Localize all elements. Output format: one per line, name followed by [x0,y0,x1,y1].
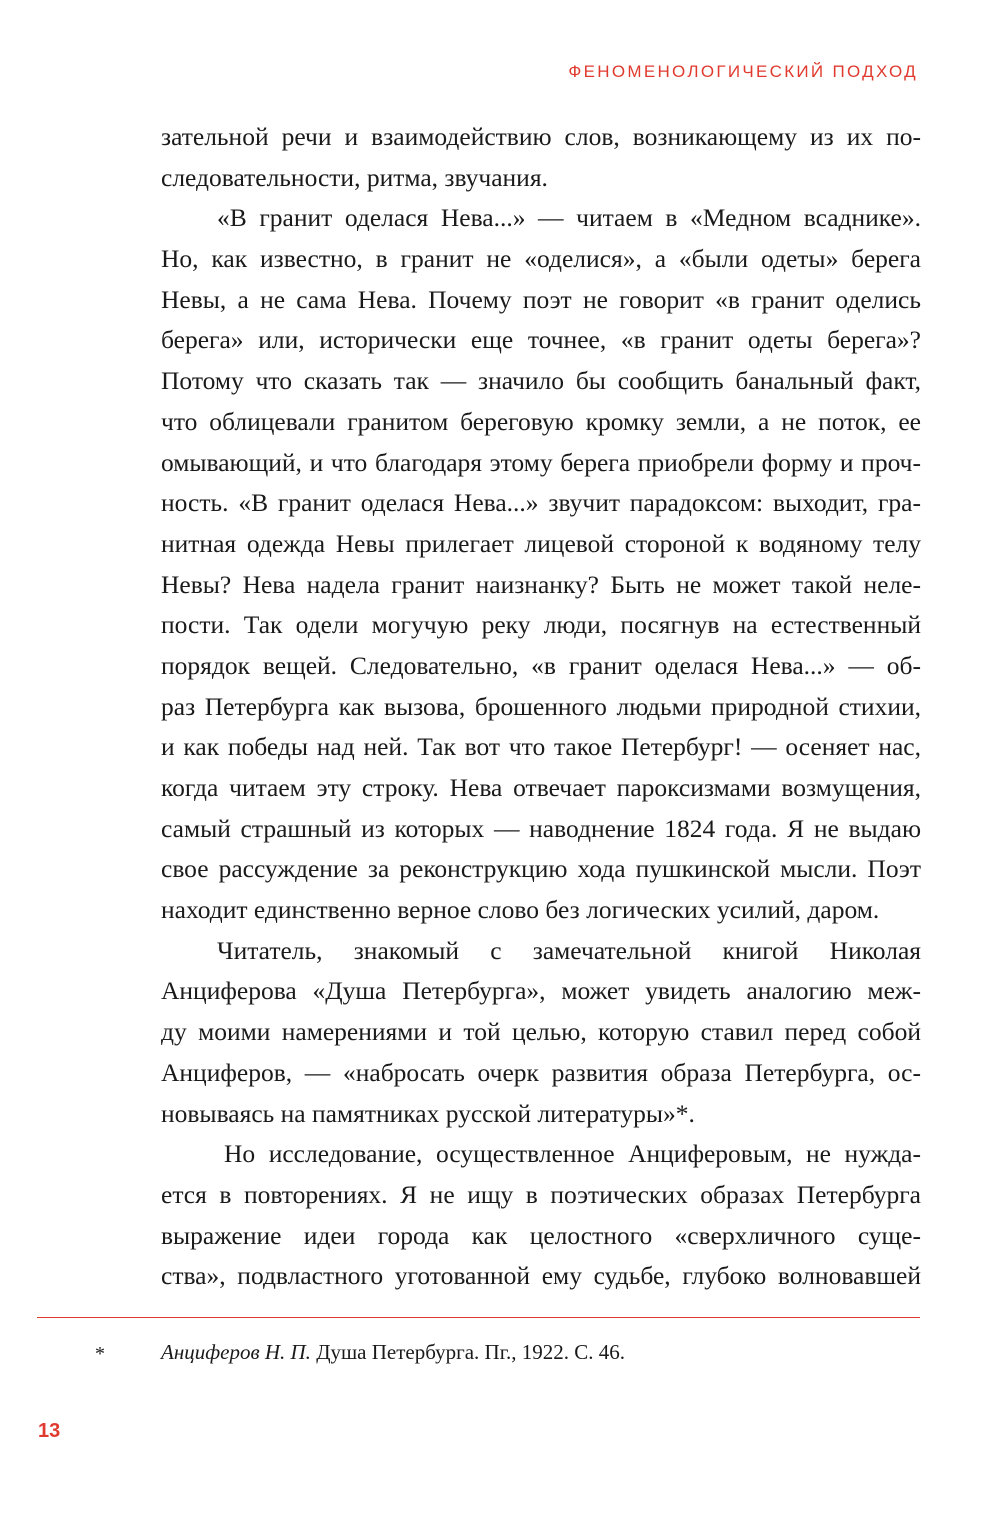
footnote-text: Душа Петербурга. Пг., 1922. С. 46. [310,1340,625,1364]
text-line: нитная одежда Невы прилегает лицевой стороной к водяному телу [161,528,921,558]
text-line: что облицевали гранитом береговую кромку земли, а не поток, ее [161,406,921,436]
footnote-divider [37,1317,920,1318]
text-line: пости. Так одели могучую реку люди, посягнув на естественный [161,610,921,640]
text-line: следовательности, ритма, звучания. [161,162,548,192]
running-head: ФЕНОМЕНОЛОГИЧЕСКИЙ ПОДХОД [568,62,918,81]
text-line: Анциферов, — «набросать очерк развития образа Петербурга, ос- [161,1057,921,1087]
text-line: ется в повторениях. Я не ищу в поэтических образах Петербурга [161,1179,921,1209]
text-line: находит единственно верное слово без логических усилий, даром. [161,895,880,925]
text-line: выражение идеи города как целостного «сверхличного суще- [161,1220,921,1250]
text-line: Невы? Нева надела гранит наизнанку? Быть не может такой неле- [161,569,921,599]
text-line: Анциферова «Душа Петербурга», может увидеть аналогию меж- [161,976,921,1006]
text-line: Но, как известно, в гранит не «оделися», а «были одеты» берега [161,244,921,274]
text-line: порядок вещей. Следовательно, «в гранит оделася Нева...» — об- [161,650,921,680]
text-line: ду моими намерениями и той целью, которую ставил перед собой [161,1017,921,1047]
text-line: берега» или, исторически еще точнее, «в гранит одеты берега»? [161,325,921,355]
footnote-author: Анциферов Н. П. [161,1340,311,1364]
text-line: когда читаем эту строку. Нева отвечает пароксизмами возмущения, [161,773,921,802]
text-line: зательной речи и взаимодействию слов, возникающему из их по- [161,122,921,151]
text-line: ность. «В гранит оделася Нева...» звучит парадоксом: выходит, гра- [161,488,921,518]
footnote-marker: * [95,1343,105,1365]
text-line: ства», подвластного уготованной ему судьбе, глубоко волновавшей [161,1261,921,1291]
text-line: Но исследование, осуществленное Анциферовым, не нужда- [224,1139,921,1169]
text-line: «В гранит оделася Нева...» — читаем в «Медном всаднике». [217,203,921,233]
text-line: самый страшный из которых — наводнение 1824 года. Я не выдаю [161,813,921,843]
text-line: свое рассуждение за реконструкцию хода пушкинской мысли. Поэт [161,854,921,884]
text-line: новываясь на памятниках русской литературы»*. [161,1098,695,1128]
text-line: Потому что сказать так — значило бы сообщить банальный факт, [161,366,921,396]
footnote [161,1340,625,1365]
text-line: раз Петербурга как вызова, брошенного людьми природной стихии, [161,691,921,721]
text-line: омывающий, и что благодаря этому берега приобрели форму и проч- [161,447,921,477]
text-line: Невы, а не сама Нева. Почему поэт не говорит «в гранит оделись [161,284,921,314]
page-number: 13 [38,1420,61,1442]
text-line: Читатель, знакомый с замечательной книгой Николая [217,935,921,965]
text-line: и как победы над ней. Так вот что такое Петербург! — осеняет нас, [161,732,921,762]
body-text [161,117,921,1297]
